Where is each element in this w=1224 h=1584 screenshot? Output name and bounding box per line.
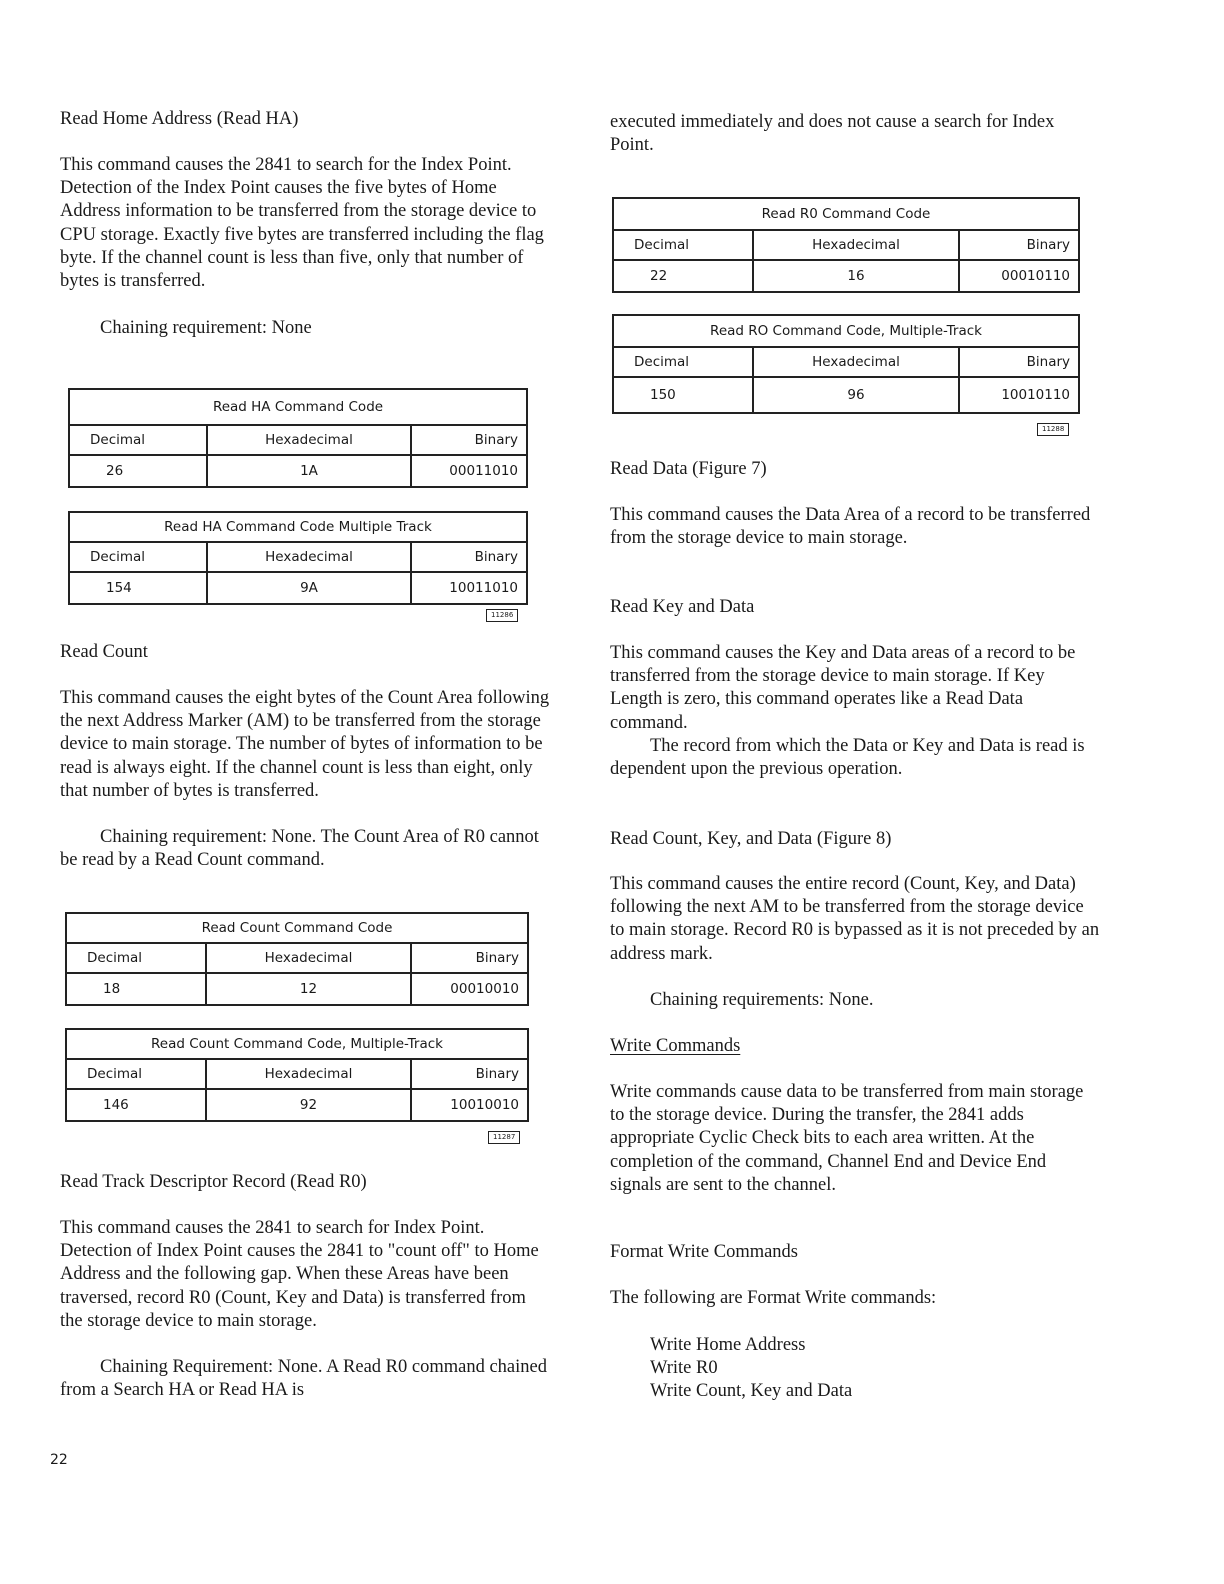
read-count-mt-command-table [65, 1028, 529, 1122]
table-header-decimal: Decimal [613, 347, 753, 377]
table-cell-hexadecimal: 9A [207, 572, 411, 604]
read-ha-mt-command-table [68, 511, 528, 605]
read-r0-paragraph: This command causes the 2841 to search for Index Point. Detection of Index Point causes the 2841 to "count off" to Home Address and the following gap. When these Areas have been traversed, record R0 (Count, Key and Data) is transferred from the storage device to main storage. [60, 1218, 539, 1331]
table-cell-decimal: 146 [66, 1089, 206, 1121]
read-ha-command-table [68, 388, 528, 488]
table-cell-hexadecimal: 92 [206, 1089, 411, 1121]
table-header-binary: Binary [959, 347, 1079, 377]
read-r0-command-table [612, 197, 1080, 293]
read-r0-chaining: Chaining Requirement: None. A Read R0 command chained from a Search HA or Read HA is [60, 1357, 547, 1401]
write-commands-heading: Write Commands [610, 1036, 741, 1056]
table-header-binary: Binary [411, 943, 528, 973]
table-cell-decimal: 26 [69, 455, 207, 487]
table-header-decimal: Decimal [66, 943, 206, 973]
table-header-hexadecimal: Hexadecimal [206, 943, 411, 973]
read-r0-mt-command-table [612, 314, 1080, 414]
table-cell-binary: 10010110 [959, 377, 1079, 413]
read-ckd-chaining: Chaining requirements: None. [650, 990, 874, 1010]
table-title: Read RO Command Code, Multiple-Track [613, 315, 1079, 347]
figure-number: 11288 [1037, 423, 1069, 436]
table-cell-binary: 00010110 [959, 260, 1079, 292]
table-cell-hexadecimal: 16 [753, 260, 959, 292]
table-header-binary: Binary [411, 425, 527, 455]
read-ha-chaining: Chaining requirement: None [100, 318, 312, 338]
table-header-hexadecimal: Hexadecimal [207, 425, 411, 455]
table-cell-hexadecimal: 1A [207, 455, 411, 487]
format-write-heading: Format Write Commands [610, 1242, 799, 1262]
read-data-paragraph: This command causes the Data Area of a record to be transferred from the storage device to main storage. [610, 505, 1091, 549]
table-cell-decimal: 18 [66, 973, 206, 1005]
table-header-decimal: Decimal [69, 542, 207, 572]
read-key-data-paragraph: This command causes the Key and Data areas of a record to be transferred from the storage device to main storage. If Key Length is zero, this command operates like a Read Data command. [610, 643, 1076, 733]
table-cell-decimal: 22 [613, 260, 753, 292]
read-ha-paragraph: This command causes the 2841 to search for the Index Point. Detection of the Index Point causes the five bytes of Home Address information to be transferred from the storage device to CPU storage. Exactly five bytes are transferred including the flag byte. If the channel count is less than five, only that number of bytes is transferred. [60, 155, 544, 292]
table-title: Read HA Command Code [69, 389, 527, 425]
read-count-heading: Read Count [60, 642, 148, 662]
read-key-data-paragraph-2: The record from which the Data or Key and Data is read is dependent upon the previous operation. [610, 736, 1085, 780]
table-cell-decimal: 150 [613, 377, 753, 413]
table-header-decimal: Decimal [66, 1059, 206, 1089]
continuation-text: executed immediately and does not cause a search for Index Point. [610, 112, 1055, 156]
read-ha-heading: Read Home Address (Read HA) [60, 109, 299, 129]
list-item: Write Home Address [650, 1335, 806, 1355]
table-cell-binary: 10010010 [411, 1089, 528, 1121]
figure-number: 11287 [488, 1131, 520, 1144]
table-header-binary: Binary [959, 230, 1079, 260]
table-header-hexadecimal: Hexadecimal [753, 347, 959, 377]
table-title: Read Count Command Code, Multiple-Track [66, 1029, 528, 1059]
read-ckd-paragraph: This command causes the entire record (Count, Key, and Data) following the next AM to be transferred from the storage device to main storage. Record R0 is bypassed as it is not preceded by an address mark. [610, 874, 1100, 964]
read-r0-heading: Read Track Descriptor Record (Read R0) [60, 1172, 367, 1192]
table-cell-hexadecimal: 12 [206, 973, 411, 1005]
table-header-decimal: Decimal [69, 425, 207, 455]
table-cell-binary: 10011010 [411, 572, 527, 604]
format-write-intro: The following are Format Write commands: [610, 1288, 937, 1308]
list-item: Write Count, Key and Data [650, 1381, 853, 1401]
read-count-chaining: Chaining requirement: None. The Count Area of R0 cannot be read by a Read Count command. [60, 827, 539, 871]
read-key-data-heading: Read Key and Data [610, 597, 755, 617]
page-number: 22 [50, 1452, 68, 1468]
read-count-command-table [65, 912, 529, 1006]
table-cell-binary: 00010010 [411, 973, 528, 1005]
table-cell-hexadecimal: 96 [753, 377, 959, 413]
table-header-binary: Binary [411, 542, 527, 572]
table-header-hexadecimal: Hexadecimal [753, 230, 959, 260]
figure-number: 11286 [486, 609, 518, 622]
read-count-paragraph: This command causes the eight bytes of the Count Area following the next Address Marker (AM) to be transferred from the storage device to main storage. The number of bytes of information to be read is always eight. If the channel count is less than eight, only that number of bytes is transferred. [60, 688, 550, 801]
list-item: Write R0 [650, 1358, 718, 1378]
table-title: Read R0 Command Code [613, 198, 1079, 230]
read-ckd-heading: Read Count, Key, and Data (Figure 8) [610, 829, 892, 849]
table-cell-binary: 00011010 [411, 455, 527, 487]
read-data-heading: Read Data (Figure 7) [610, 459, 767, 479]
table-header-decimal: Decimal [613, 230, 753, 260]
table-title: Read Count Command Code [66, 913, 528, 943]
write-commands-paragraph: Write commands cause data to be transferred from main storage to the storage device. During the transfer, the 2841 adds appropriate Cyclic Check bits to each area written. At the completion of the command, Channel End and Device End signals are sent to the channel. [610, 1082, 1084, 1195]
table-cell-decimal: 154 [69, 572, 207, 604]
table-header-hexadecimal: Hexadecimal [206, 1059, 411, 1089]
table-header-binary: Binary [411, 1059, 528, 1089]
table-title: Read HA Command Code Multiple Track [69, 512, 527, 542]
table-header-hexadecimal: Hexadecimal [207, 542, 411, 572]
